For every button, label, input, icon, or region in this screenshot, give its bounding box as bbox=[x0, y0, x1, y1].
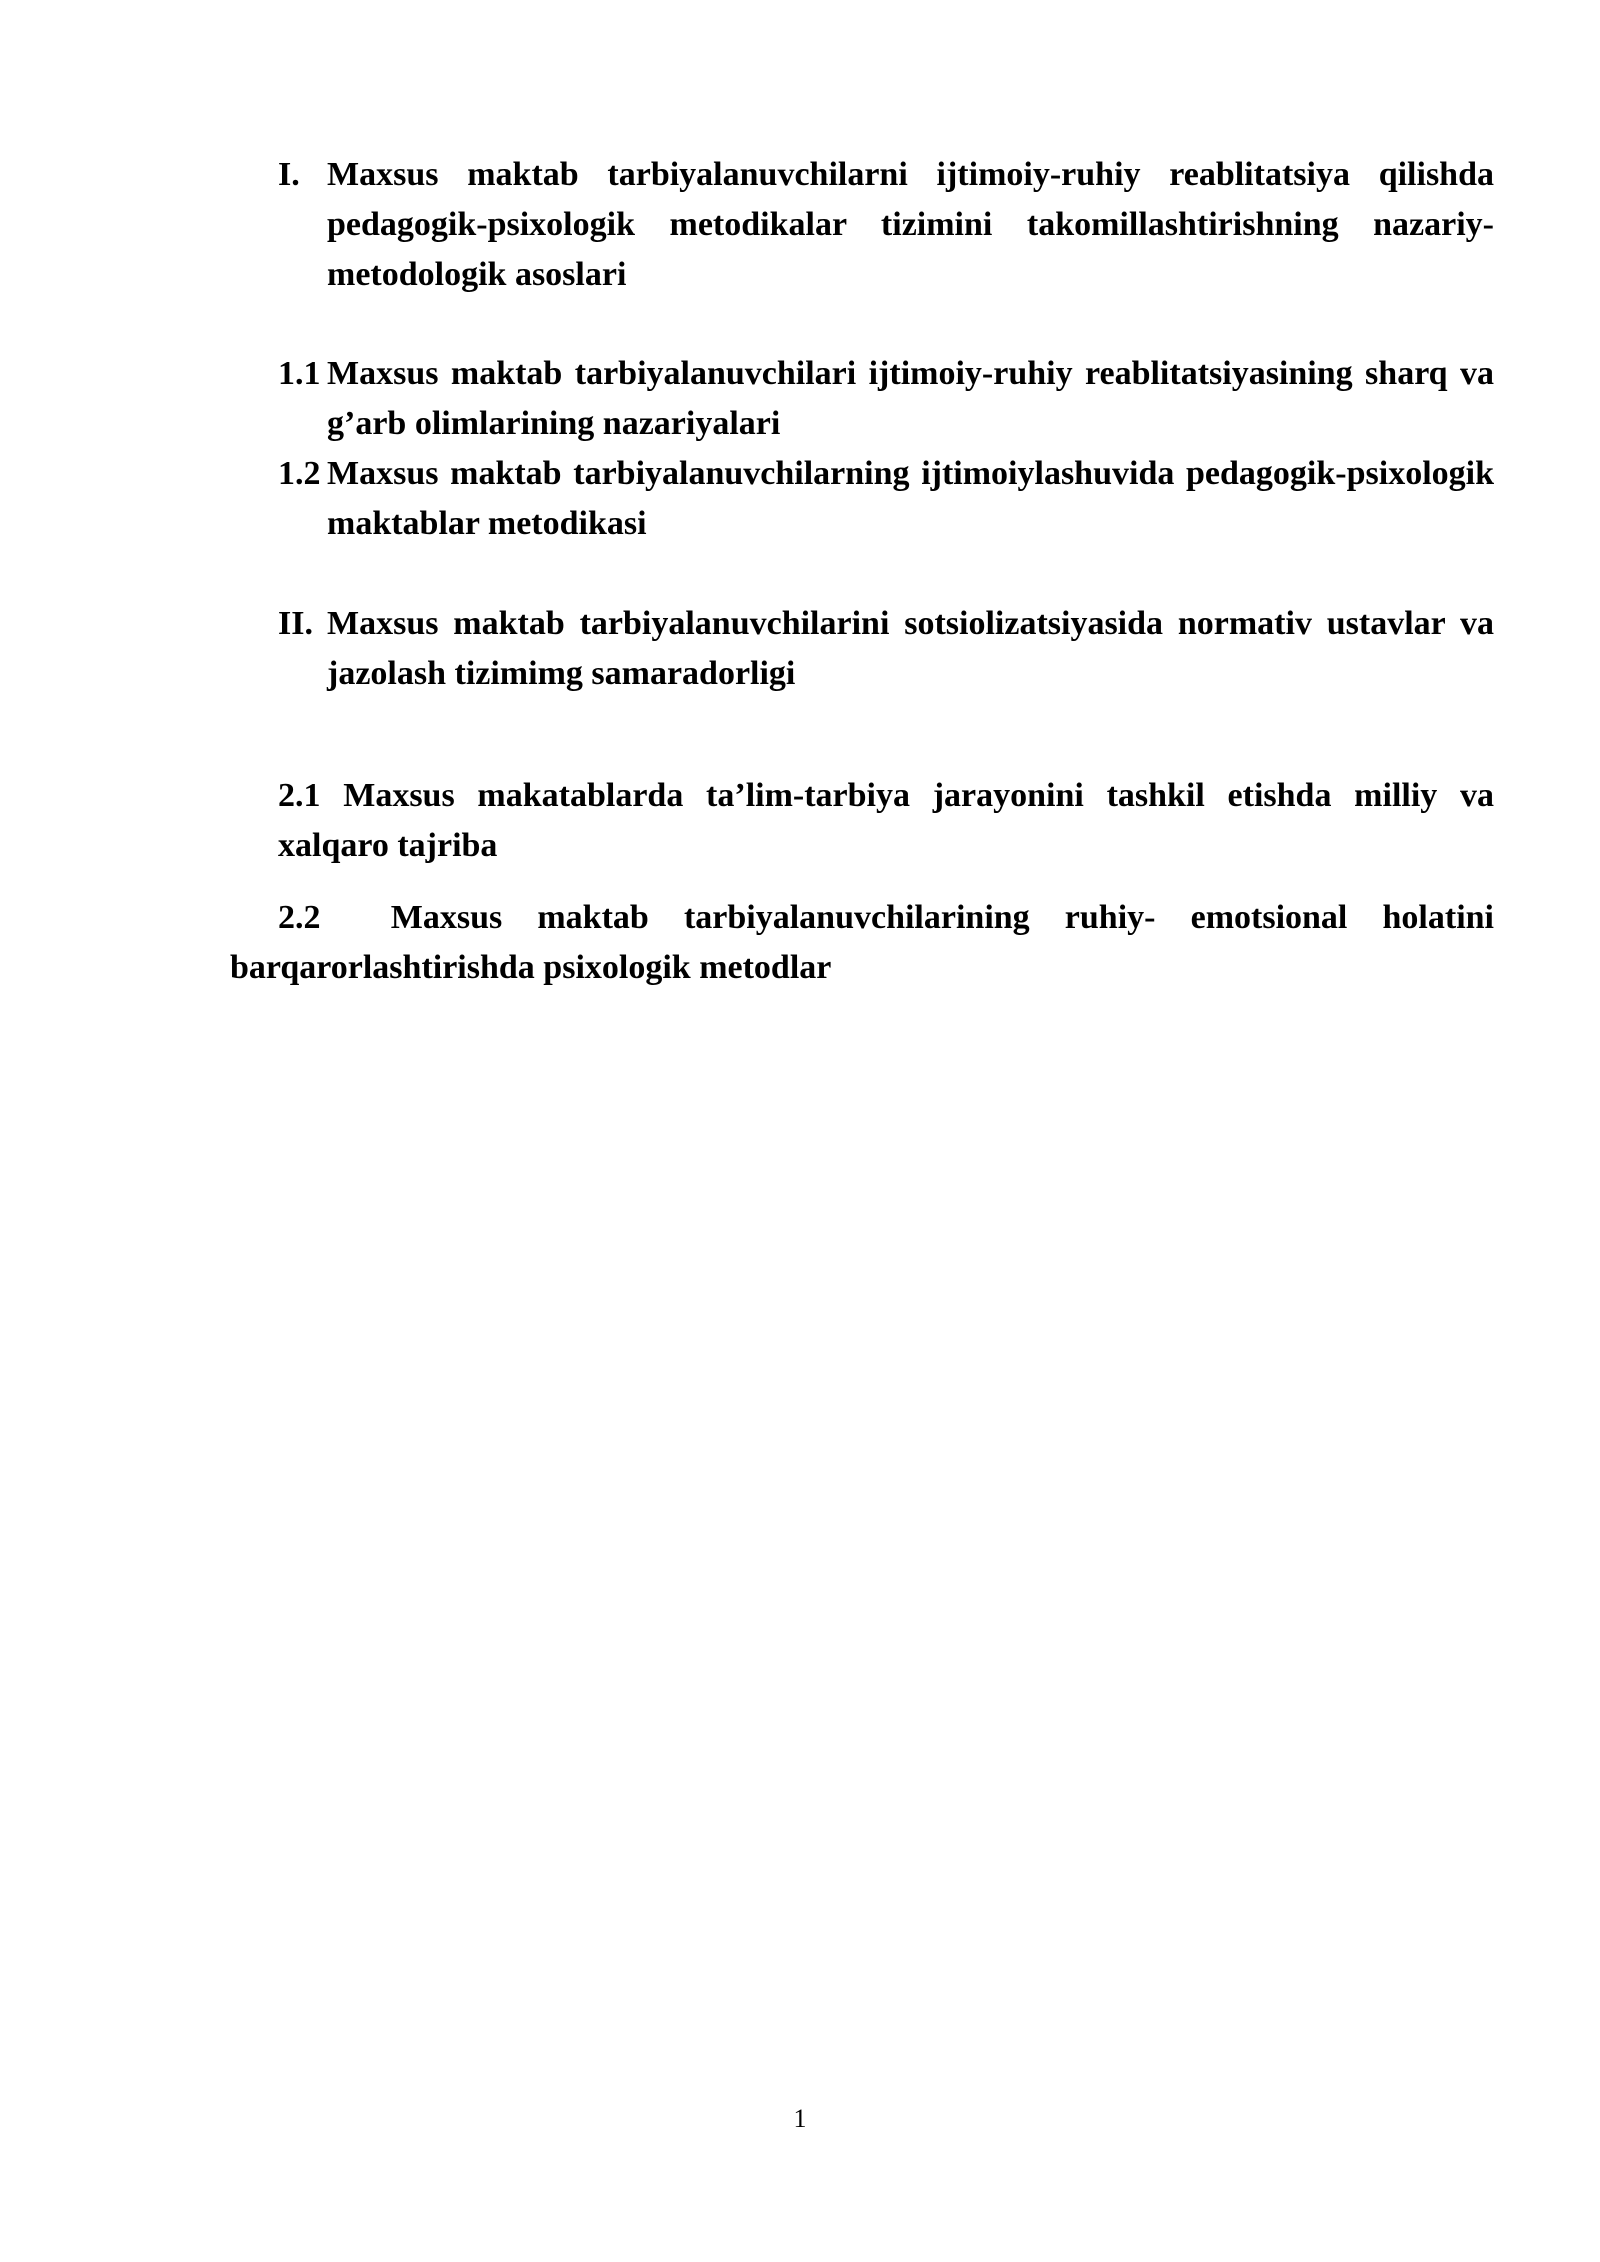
toc-entry-chapter-1 bbox=[278, 150, 1494, 300]
toc-entry-title: Maxsus makatablarda ta’lim-tarbiya jarayonini tashkil etishda milliy va xalqaro tajriba bbox=[278, 777, 1495, 864]
toc-entry-title: Maxsus maktab tarbiyalanuvchilarni ijtimoiy-ruhiy reablitatsiya qilishda pedagogik-psixologik metodikalar tizimini takomillashtirishning nazariy-metodologik asoslari bbox=[327, 156, 1494, 293]
toc-entry-number: 2.2 bbox=[278, 899, 321, 936]
toc-entry-number: 1.2 bbox=[278, 455, 321, 492]
toc-entry-title: Maxsus maktab tarbiyalanuvchilarini sotsiolizatsiyasida normativ ustavlar va jazolash tizimimg samaradorligi bbox=[327, 605, 1494, 692]
toc-entry-number: I. bbox=[278, 156, 300, 193]
toc-entry-number: II. bbox=[278, 605, 313, 642]
toc-entry-number: 1.1 bbox=[278, 355, 321, 392]
toc-entry-title: Maxsus maktab tarbiyalanuvchilarning ijtimoiylashuvida pedagogik-psixologik maktablar metodikasi bbox=[327, 455, 1494, 542]
toc-entry-number: 2.1 bbox=[278, 777, 321, 814]
page-number: 1 bbox=[793, 2104, 807, 2133]
toc-entry-title: Maxsus maktab tarbiyalanuvchilari ijtimoiy-ruhiy reablitatsiyasining sharq va g’arb olimlarining nazariyalari bbox=[327, 355, 1494, 442]
toc-entry-section-1-1 bbox=[278, 349, 1494, 449]
toc-entry-section-1-2 bbox=[278, 449, 1494, 549]
toc-entry-title: Maxsus maktab tarbiyalanuvchilarining ruhiy- emotsional holatini barqarorlashtirishda psixologik metodlar bbox=[230, 899, 1494, 986]
toc-entry-section-2-1 bbox=[278, 771, 1494, 871]
toc-entry-chapter-2 bbox=[278, 599, 1494, 699]
toc-entry-section-2-2 bbox=[230, 893, 1494, 993]
